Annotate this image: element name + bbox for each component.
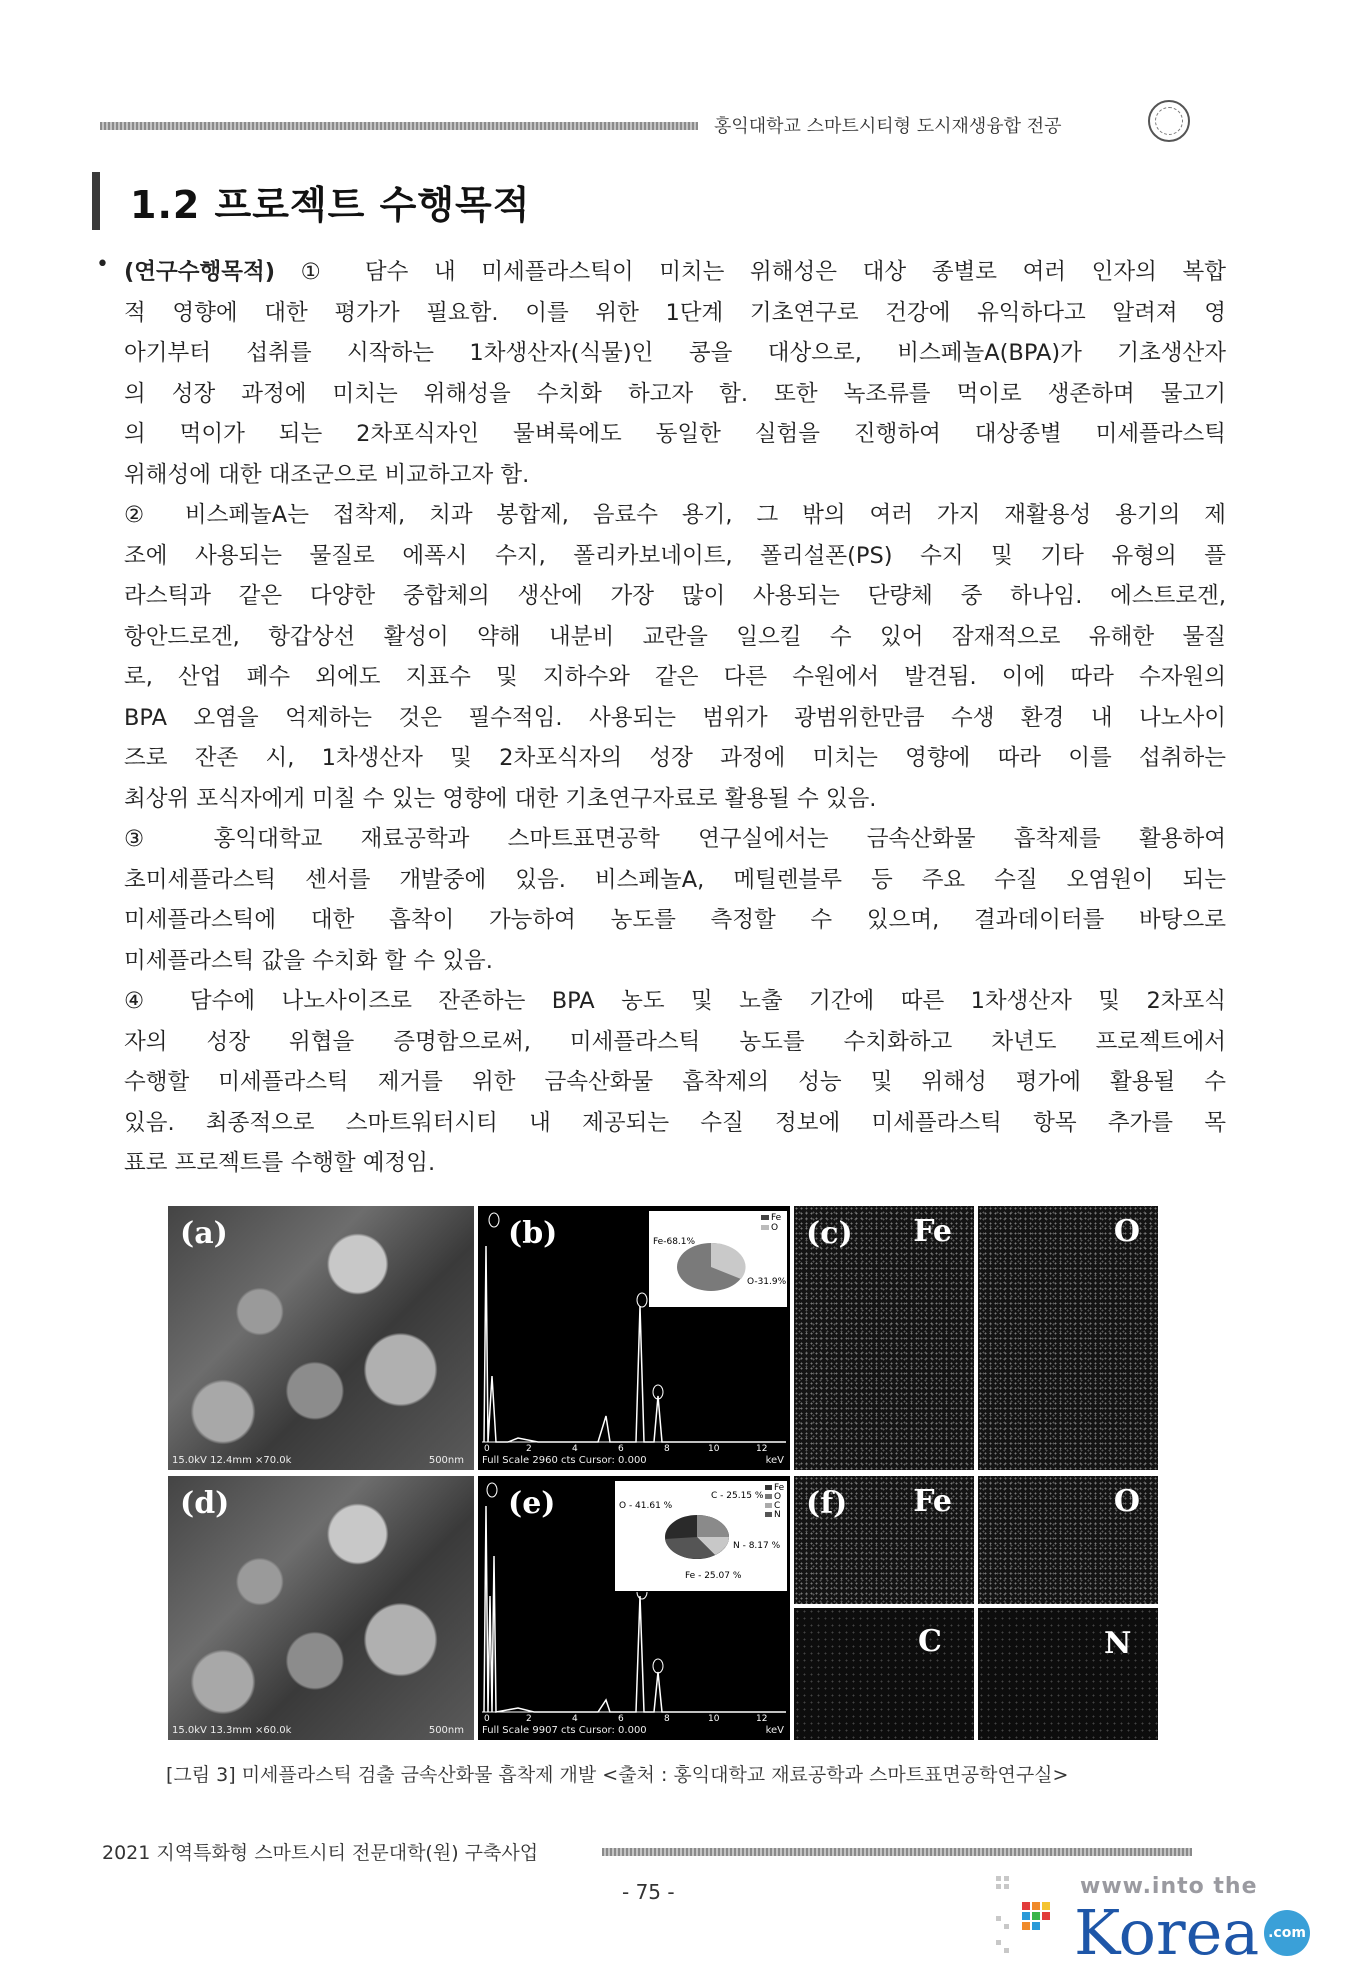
watermark-dot-badge: .com xyxy=(1264,1910,1310,1956)
figure-caption: [그림 3] 미세플라스틱 검출 금속산화물 흡착제 개발 <출처 : 홍익대학교 재료공학과 스마트표면공학연구실> xyxy=(166,1764,1069,1786)
pie-legend-n-e: N xyxy=(774,1510,781,1520)
body-line: 있음. 최종적으로 스마트워터시티 내 제공되는 수질 정보에 미세플라스틱 항목 추가를 목 xyxy=(124,1109,1226,1136)
element-map-fe-f xyxy=(794,1476,974,1604)
element-map-n-f xyxy=(978,1608,1158,1740)
pie-chart-b xyxy=(649,1211,787,1307)
pie-inset-e xyxy=(614,1480,788,1592)
axis-info-e: Full Scale 9907 cts Cursor: 0.000 xyxy=(482,1725,647,1736)
pie-legend-fe-e: Fe xyxy=(774,1483,785,1493)
element-map-o-f xyxy=(978,1476,1158,1604)
watermark-small-text: www.into the xyxy=(1080,1874,1258,1899)
pie-label-c-e: C - 25.15 % xyxy=(711,1491,764,1501)
body-line: 최상위 포식자에게 미칠 수 있는 영향에 대한 기초연구자료로 활용될 수 있음. xyxy=(124,785,877,812)
body-line: 즈로 잔존 시, 1차생산자 및 2차포식자의 성장 과정에 미치는 영향에 따라 이를 섭취하는 xyxy=(124,745,1226,771)
page-number: - 75 - xyxy=(622,1880,675,1904)
body-line: ③ 홍익대학교 재료공학과 스마트표면공학 연구실에서는 금속산화물 흡착제를 활용하여 xyxy=(124,826,1226,852)
body-line: 위해성에 대한 대조군으로 비교하고자 함. xyxy=(124,461,530,488)
body-line: 아기부터 섭취를 시작하는 1차생산자(식물)인 콩을 대상으로, 비스페놀A(BPA)가 기초생산자 xyxy=(124,340,1226,366)
body-line: 수행할 미세플라스틱 제거를 위한 금속산화물 흡착제의 성능 및 위해성 평가에 활용될 수 xyxy=(124,1069,1226,1095)
pie-label-fe-b: Fe-68.1% xyxy=(653,1237,696,1247)
sem-info-d: 15.0kV 13.3mm ×60.0k xyxy=(172,1725,292,1736)
sem-scale-d: 500nm xyxy=(428,1725,464,1736)
panel-label-d: (d) xyxy=(180,1486,230,1521)
element-label-o-c: O xyxy=(1113,1214,1140,1249)
body-line: 항안드로겐, 항갑상선 활성이 약해 내분비 교란을 일으킬 수 있어 잠재적으로 유해한 물질 xyxy=(124,623,1226,650)
body-line: 초미세플라스틱 센서를 개발중에 있음. 비스페놀A, 메틸렌블루 등 주요 수질 오염원이 되는 xyxy=(124,866,1226,893)
body-line: ④ 담수에 나노사이즈로 잔존하는 BPA 농도 및 노출 기간에 따른 1차생산자 및 2차포식 xyxy=(124,988,1226,1014)
panel-label-b: (b) xyxy=(508,1216,558,1251)
element-map-fe-c xyxy=(794,1206,974,1470)
body-line: (연구수행목적) ① 담수 내 미세플라스틱이 미치는 위해성은 대상 종별로 여러 인자의 복합 xyxy=(124,259,1226,285)
body-line: 의 성장 과정에 미치는 위해성을 수치화 하고자 함. 또한 녹조류를 먹이로 생존하며 물고기 xyxy=(124,380,1226,407)
axis-ticks-b: 0 2 4 6 8 10 12 xyxy=(484,1444,768,1454)
lead-label: (연구수행목적) xyxy=(124,259,275,285)
axis-unit-b: keV xyxy=(765,1455,784,1466)
body-line: 표로 프로젝트를 수행할 예정임. xyxy=(124,1150,436,1176)
panel-label-f: (f) xyxy=(806,1486,848,1521)
body-line: 의 먹이가 되는 2차포식자인 물벼룩에도 동일한 실험을 진행하여 대상종별 미세플라스틱 xyxy=(124,421,1226,447)
pie-legend-o-e: O xyxy=(774,1492,782,1502)
pie-label-o-e: O - 41.61 % xyxy=(619,1501,673,1511)
element-label-n-f: N xyxy=(1104,1626,1132,1661)
body-line: ② 비스페놀A는 접착제, 치과 봉합제, 음료수 용기, 그 밖의 여러 가지 재활용성 용기의 제 xyxy=(124,502,1226,528)
body-line: 미세플라스틱 값을 수치화 할 수 있음. xyxy=(124,947,493,974)
pie-label-fe-e: Fe - 25.07 % xyxy=(685,1571,742,1581)
pie-legend-fe-b: Fe xyxy=(771,1213,782,1223)
header-rule xyxy=(100,122,698,130)
pie-label-o-b: O-31.9% xyxy=(747,1277,787,1287)
figure-composite xyxy=(168,1206,1158,1746)
sem-scale-a: 500nm xyxy=(428,1455,464,1466)
element-label-fe-c: Fe xyxy=(913,1214,952,1249)
bullet-icon: • xyxy=(96,252,109,277)
element-label-c-f: C xyxy=(918,1624,942,1659)
element-label-fe-f: Fe xyxy=(913,1484,952,1519)
panel-label-c: (c) xyxy=(806,1216,853,1251)
body-line: BPA 오염을 억제하는 것은 필수적임. 사용되는 범위가 광범위한만큼 수생 환경 내 나노사이 xyxy=(124,704,1226,731)
sem-image-d xyxy=(168,1476,474,1740)
body-line: 자의 성장 위협을 증명함으로써, 미세플라스틱 농도를 수치화하고 차년도 프로젝트에서 xyxy=(124,1028,1226,1055)
sem-image-a xyxy=(168,1206,474,1470)
sem-info-a: 15.0kV 12.4mm ×70.0k xyxy=(172,1455,292,1466)
body-text xyxy=(96,252,1226,1184)
body-line: 적 영향에 대한 평가가 필요함. 이를 위한 1단계 기초연구로 건강에 유익하다고 알려져 영 xyxy=(124,299,1226,326)
footer-project: 2021 지역특화형 스마트시티 전문대학(원) 구축사업 xyxy=(102,1842,539,1864)
pie-legend-c-e: C xyxy=(774,1501,781,1511)
eds-spectrum-e xyxy=(478,1476,790,1740)
panel-label-e: (e) xyxy=(508,1486,556,1521)
body-line: 라스틱과 같은 다양한 중합체의 생산에 가장 많이 사용되는 단량체 중 하나임. 에스트로겐, xyxy=(124,583,1226,609)
watermark-grid-icon xyxy=(996,1876,1066,1956)
eds-spectrum-b xyxy=(478,1206,790,1470)
body-line: 미세플라스틱에 대한 흡착이 가능하여 농도를 측정할 수 있으며, 결과데이터를 바탕으로 xyxy=(124,907,1226,933)
header-title: 홍익대학교 스마트시티형 도시재생융합 전공 xyxy=(714,116,1062,137)
pie-label-n-e: N - 8.17 % xyxy=(733,1541,781,1551)
element-map-o-c xyxy=(978,1206,1158,1470)
panel-label-a: (a) xyxy=(180,1216,228,1251)
axis-ticks-e: 0 2 4 6 8 10 12 xyxy=(484,1714,768,1724)
body-line: 로, 산업 폐수 외에도 지표수 및 지하수와 같은 다른 수원에서 발견됨. 이에 따라 수자원의 xyxy=(124,664,1226,690)
axis-info-b: Full Scale 2960 cts Cursor: 0.000 xyxy=(482,1455,647,1466)
axis-unit-e: keV xyxy=(765,1725,784,1736)
element-label-o-f: O xyxy=(1113,1484,1140,1519)
pie-legend-o-b: O xyxy=(771,1223,779,1233)
pie-inset-b xyxy=(648,1210,788,1308)
paragraph xyxy=(104,252,1226,1184)
element-map-c-f xyxy=(794,1608,974,1740)
watermark-logo-text: Korea xyxy=(1074,1896,1260,1969)
section-title: 1.2 프로젝트 수행목적 xyxy=(130,183,531,227)
section-accent-bar xyxy=(92,172,100,230)
body-line: 조에 사용되는 물질로 에폭시 수지, 폴리카보네이트, 폴리설폰(PS) 수지 및 기타 유형의 플 xyxy=(124,542,1226,569)
footer-rule xyxy=(602,1848,1192,1856)
university-seal-icon xyxy=(1148,100,1190,142)
